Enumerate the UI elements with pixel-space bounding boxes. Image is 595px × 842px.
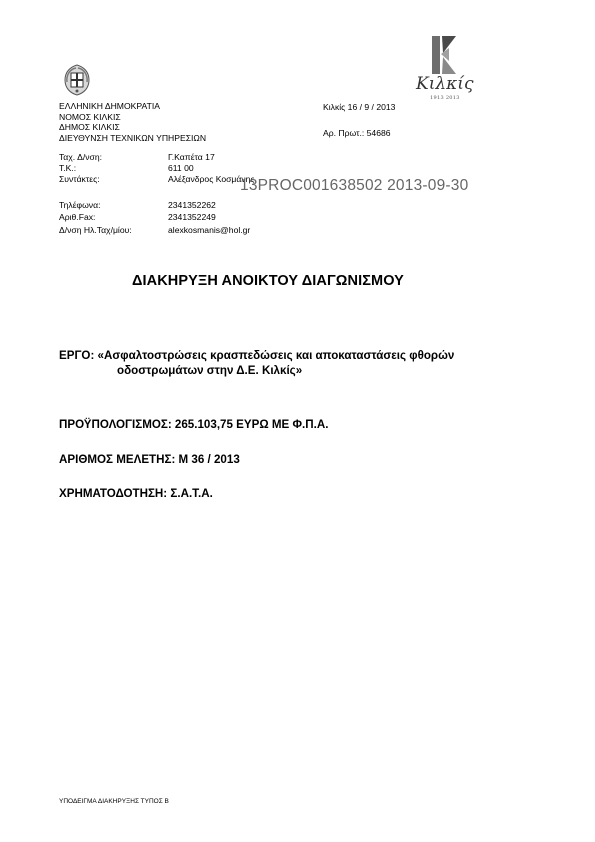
contact-row-phone [59, 200, 216, 211]
issuer-line: ΔΗΜΟΣ ΚΙΛΚΙΣ [59, 122, 120, 132]
project-line-1: ΕΡΓΟ: «Ασφαλτοστρώσεις κρασπεδώσεις και αποκαταστάσεις φθορών [59, 349, 455, 362]
issuer-block [59, 101, 206, 143]
contact-label: Συντάκτες: [59, 174, 100, 184]
issuer-line: ΕΛΛΗΝΙΚΗ ΔΗΜΟΚΡΑΤΙΑ [59, 101, 160, 111]
issuer-line: ΔΙΕΥΘΥΝΣΗ ΤΕΧΝΙΚΩΝ ΥΠΗΡΕΣΙΩΝ [59, 132, 207, 143]
document-title: ΔΙΑΚΗΡΥΞΗ ΑΝΟΙΚΤΟΥ ΔΙΑΓΩΝΙΣΜΟΥ [132, 273, 404, 289]
kilkis-logo [410, 33, 494, 105]
diavgeia-stamp: 13PROC001638502 2013-09-30 [240, 177, 469, 194]
project-line-2: οδοστρωμάτων στην Δ.Ε. Κιλκίς» [117, 364, 303, 377]
protocol-number: Αρ. Πρωτ.: 54686 [323, 128, 391, 138]
kilkis-k-mark-icon [410, 33, 494, 77]
funding-line: ΧΡΗΜΑΤΟΔΟΤΗΣΗ: Σ.Α.Τ.Α. [59, 487, 213, 500]
document-date: Κιλκίς 16 / 9 / 2013 [323, 102, 396, 112]
page-footer: ΥΠΟΔΕΙΓΜΑ ΔΙΑΚΗΡΥΞΗΣ ΤΥΠΟΣ Β [59, 798, 169, 805]
contact-value: 2341352262 [168, 200, 216, 210]
issuer-line: ΝΟΜΟΣ ΚΙΛΚΙΣ [59, 111, 121, 122]
contact-row-fax [59, 212, 216, 223]
contact-value: Αλέξανδρος Κοσμάνης [168, 174, 255, 184]
contact-label: Δ/νση Ηλ.Ταχ/μίου: [59, 225, 132, 235]
contact-label: Τηλέφωνα: [59, 200, 101, 210]
contact-label: Αριθ.Fax: [59, 212, 96, 222]
contact-label: T.K.: [59, 163, 77, 173]
contact-row-postcode [59, 163, 194, 174]
budget-line: ΠΡΟΫΠΟΛΟΓΙΣΜΟΣ: 265.103,75 ΕΥΡΩ ΜΕ Φ.Π.Α. [59, 418, 329, 431]
contact-value: 611 00 [168, 163, 194, 173]
contact-row-authors [59, 174, 255, 185]
contact-value: 2341352249 [168, 212, 216, 222]
contact-row-email [59, 225, 250, 236]
study-number-line: ΑΡΙΘΜΟΣ ΜΕΛΕΤΗΣ: Μ 36 / 2013 [59, 453, 240, 466]
contact-value: Γ.Καπέτα 17 [168, 152, 215, 162]
contact-label: Ταχ. Δ/νση: [59, 152, 102, 162]
contact-row-address [59, 152, 215, 163]
logo-wordmark: Κιλκίς [416, 74, 474, 94]
greek-emblem-logo [62, 63, 92, 97]
logo-years: 1913 2013 [430, 95, 460, 101]
contact-value: alexkosmanis@hol.gr [168, 225, 251, 235]
